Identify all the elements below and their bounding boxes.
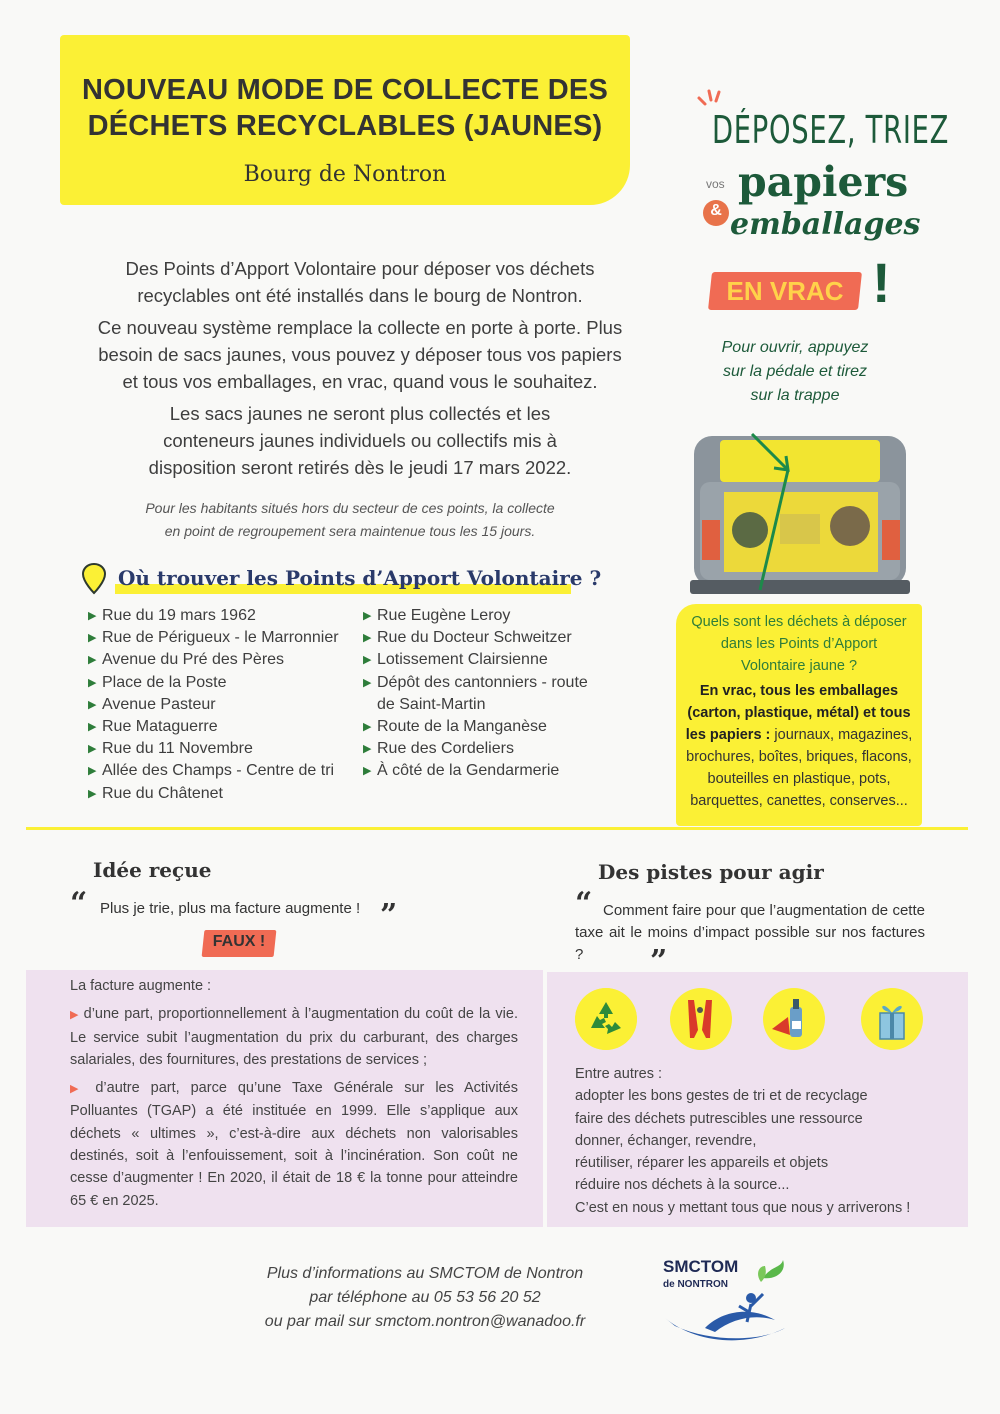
bullet-triangle-icon: ▶	[88, 676, 97, 689]
ampersand-text: &	[710, 202, 722, 219]
intro-p2-line2: besoin de sacs jaunes, vous pouvez y déposer tous vos papiers	[98, 344, 622, 365]
location-name: Rue du Docteur Schweitzer	[377, 629, 572, 647]
bullet-triangle-icon: ▶	[88, 743, 97, 756]
location-name: Rue du 19 mars 1962	[102, 607, 256, 624]
arrow-bullet-icon: ▶	[70, 1009, 84, 1022]
location-name: Rue Eugène Leroy	[377, 607, 511, 624]
info-a-rest1: journaux, magazines,	[770, 727, 913, 743]
info-question	[676, 611, 922, 677]
list-item	[88, 672, 339, 694]
logo-name: SMCTOM	[663, 1257, 739, 1276]
list-item	[363, 672, 588, 694]
bullet-triangle-icon: ▶	[88, 610, 97, 622]
explanation-point-1	[70, 1003, 518, 1071]
pistes-title: Des pistes pour agir	[598, 860, 824, 884]
info-q-line1: Quels sont les déchets à déposer	[691, 614, 907, 630]
locations-column-2	[363, 605, 588, 783]
intro-p2-line1: Ce nouveau système remplace la collecte en porte à porte. Plus	[97, 317, 623, 338]
sparkle-marks-icon	[695, 88, 725, 110]
note-line2: en point de regroupement sera maintenue tous les 15 jours.	[164, 523, 536, 539]
list-item: réduire nos déchets à la source...	[575, 1177, 790, 1194]
arrow-bullet-icon: ▶	[70, 1083, 96, 1096]
info-a-bold3: les papiers :	[685, 727, 771, 743]
explanation-intro: La facture augmente :	[70, 978, 212, 994]
list-item	[363, 605, 588, 627]
close-quote-icon: ”	[380, 898, 398, 933]
list-item: réutiliser, réparer les appareils et objets	[575, 1155, 829, 1172]
close-quote-icon: ”	[650, 944, 668, 979]
list-item	[88, 649, 339, 671]
info-a-rest2: brochures, boîtes, briques, flacons,	[686, 749, 912, 765]
list-item	[363, 649, 588, 671]
bullet-triangle-icon: ▶	[363, 632, 372, 645]
bullet-triangle-icon: ▶	[88, 632, 97, 645]
info-q-line3: Volontaire jaune ?	[740, 658, 858, 674]
bullet-triangle-icon: ▶	[363, 676, 372, 689]
list-item: adopter les bons gestes de tri et de recyclage	[575, 1088, 868, 1105]
intro-note	[90, 497, 610, 543]
bullet-triangle-icon: ▶	[88, 698, 97, 711]
location-name: Avenue Pasteur	[102, 695, 216, 713]
location-name: Rue du Châtenet	[102, 784, 223, 802]
list-item	[88, 605, 339, 627]
bullet-triangle-icon: ▶	[363, 743, 372, 756]
logo-subname: de NONTRON	[663, 1279, 728, 1290]
bullet-triangle-icon: ▶	[88, 765, 97, 778]
bullet-triangle-icon: ▶	[363, 610, 372, 622]
list-item: C’est en nous y mettant tous que nous y arriverons !	[575, 1199, 911, 1216]
intro-p2-line3: et tous vos emballages, en vrac, quand vous le souhaitez.	[122, 371, 598, 392]
location-name: Dépôt des cantonniers - route	[377, 673, 588, 691]
location-name: À côté de la Gendarmerie	[377, 762, 560, 780]
location-name: Place de la Poste	[102, 673, 227, 691]
list-item	[88, 694, 339, 716]
list-item	[88, 627, 339, 649]
location-name: Avenue du Pré des Pères	[102, 651, 285, 669]
pistes-quote	[575, 900, 925, 966]
location-name: Rue du 11 Novembre	[102, 740, 253, 758]
slogan-vos: vos	[706, 177, 725, 191]
open-quote-icon: “	[70, 886, 88, 921]
list-item-continuation: de Saint-Martin	[377, 695, 486, 713]
location-name: Route de la Manganèse	[377, 718, 547, 736]
recycling-container-illustration	[690, 430, 910, 602]
title-line-1: NOUVEAU MODE DE COLLECTE DES	[81, 74, 609, 106]
page-subtitle: Bourg de Nontron	[243, 162, 447, 187]
slogan-emballages: emballages	[730, 207, 921, 242]
intro-p3-line2: conteneurs jaunes individuels ou collectifs mis à	[163, 430, 557, 451]
slogan-papiers: papiers	[738, 158, 909, 206]
bottle-bag-icon	[762, 987, 826, 1051]
bullet-triangle-icon: ▶	[363, 654, 372, 667]
intro-paragraph-2	[60, 314, 660, 395]
list-item	[88, 738, 339, 760]
list-item	[363, 627, 588, 649]
info-q-line2: dans les Points d’Apport	[720, 636, 878, 652]
point-1-text: d’une part, proportionnellement à l’augmentation du coût de la vie. Le service subit l’augmentation du prix du carburant, des charges salariales, des fournitures, des prestations de services ;	[70, 1006, 518, 1068]
bullet-triangle-icon: ▶	[88, 787, 97, 800]
explanation-point-2	[70, 1077, 518, 1212]
bullet-triangle-icon: ▶	[88, 654, 97, 667]
location-pin-icon	[80, 562, 108, 596]
location-name: Rue Mataguerre	[102, 718, 218, 736]
list-item: donner, échanger, revendre,	[575, 1132, 757, 1149]
contact-phone: par téléphone au 05 53 56 20 52	[309, 1289, 541, 1306]
open-quote-icon: “	[575, 886, 593, 921]
where-title: Où trouver les Points d’Apport Volontaire ?	[118, 566, 602, 590]
locations-column-1	[88, 605, 339, 805]
title-line-2: DÉCHETS RECYCLABLES (JAUNES)	[87, 110, 603, 142]
list-item	[88, 760, 339, 782]
info-a-bold2: (carton, plastique, métal) et tous	[687, 705, 911, 721]
slogan-depose: DÉPOSEZ, TRIEZ	[712, 108, 950, 152]
info-a-bold1: En vrac, tous les emballages	[699, 683, 899, 699]
opening-hint	[690, 336, 900, 408]
list-item	[88, 783, 339, 805]
bullet-triangle-icon: ▶	[88, 721, 97, 734]
bullet-triangle-icon: ▶	[363, 721, 372, 734]
bullet-triangle-icon: ▶	[363, 765, 372, 778]
en-vrac-text: EN VRAC	[726, 276, 844, 306]
hint-line1: Pour ouvrir, appuyez	[721, 339, 869, 356]
info-a-rest4: barquettes, canettes, conserves...	[690, 793, 908, 809]
list-item	[363, 760, 588, 782]
intro-paragraph-1	[60, 255, 660, 309]
intro-paragraph-3	[60, 400, 660, 481]
pistes-quote-text: Comment faire pour que l’augmentation de cette taxe ait le moins d’impact possible sur nos factures ?	[575, 902, 925, 963]
exclamation-mark: !	[872, 251, 891, 314]
contact-line1: Plus d’informations au SMCTOM de Nontron	[266, 1265, 584, 1282]
pistes-list	[575, 1063, 945, 1219]
list-item	[363, 716, 588, 738]
page-title	[60, 72, 630, 144]
intro-p1-line1: Des Points d’Apport Volontaire pour déposer vos déchets	[125, 258, 595, 279]
point-2-text: d’autre part, parce qu’une Taxe Générale sur les Activités Polluantes (TGAP) a été instituée en 1999. Elle s’applique aux déchets « ultimes », c’est-à-dire aux déchets non valorisables destinés, soit à l’enfouissement, soit à l’incinération. Son coût ne cesse d’augmenter ! En 2020, il était de 18 € la tonne pour atteindre 65 € en 2025.	[70, 1080, 518, 1209]
faux-text: FAUX !	[212, 933, 266, 950]
location-name: Rue de Périgueux - le Marronnier	[102, 629, 339, 647]
location-name: Rue des Cordeliers	[377, 740, 514, 758]
info-answer	[680, 680, 918, 812]
intro-p3-line1: Les sacs jaunes ne seront plus collectés et les	[169, 403, 551, 424]
idee-recue-quote: Plus je trie, plus ma facture augmente !	[100, 900, 361, 917]
list-item	[88, 716, 339, 738]
section-divider	[26, 827, 968, 830]
info-a-rest3: bouteilles en plastique, pots,	[707, 771, 891, 787]
list-item: faire des déchets putrescibles une ressource	[575, 1110, 863, 1127]
idee-recue-title: Idée reçue	[93, 858, 212, 882]
list-item: Entre autres :	[575, 1066, 663, 1082]
gift-icon	[860, 987, 924, 1051]
hint-line2: sur la pédale et tirez	[722, 363, 868, 380]
note-line1: Pour les habitants situés hors du secteur de ces points, la collecte	[145, 500, 555, 516]
location-name: Lotissement Clairsienne	[377, 651, 548, 669]
contact-email: ou par mail sur smctom.nontron@wanadoo.fr	[264, 1313, 586, 1330]
hint-line3: sur la trappe	[750, 387, 840, 404]
intro-p1-line2: recyclables ont été installés dans le bourg de Nontron.	[137, 285, 583, 306]
recycle-icon	[575, 988, 637, 1050]
list-item	[363, 738, 588, 760]
intro-p3-line3: disposition seront retirés dès le jeudi 17 mars 2022.	[148, 457, 572, 478]
contact-info	[240, 1262, 610, 1334]
idee-recue-explanation	[70, 975, 518, 1218]
location-name: Allée des Champs - Centre de tri	[102, 762, 335, 780]
tools-repair-icon	[668, 986, 734, 1052]
